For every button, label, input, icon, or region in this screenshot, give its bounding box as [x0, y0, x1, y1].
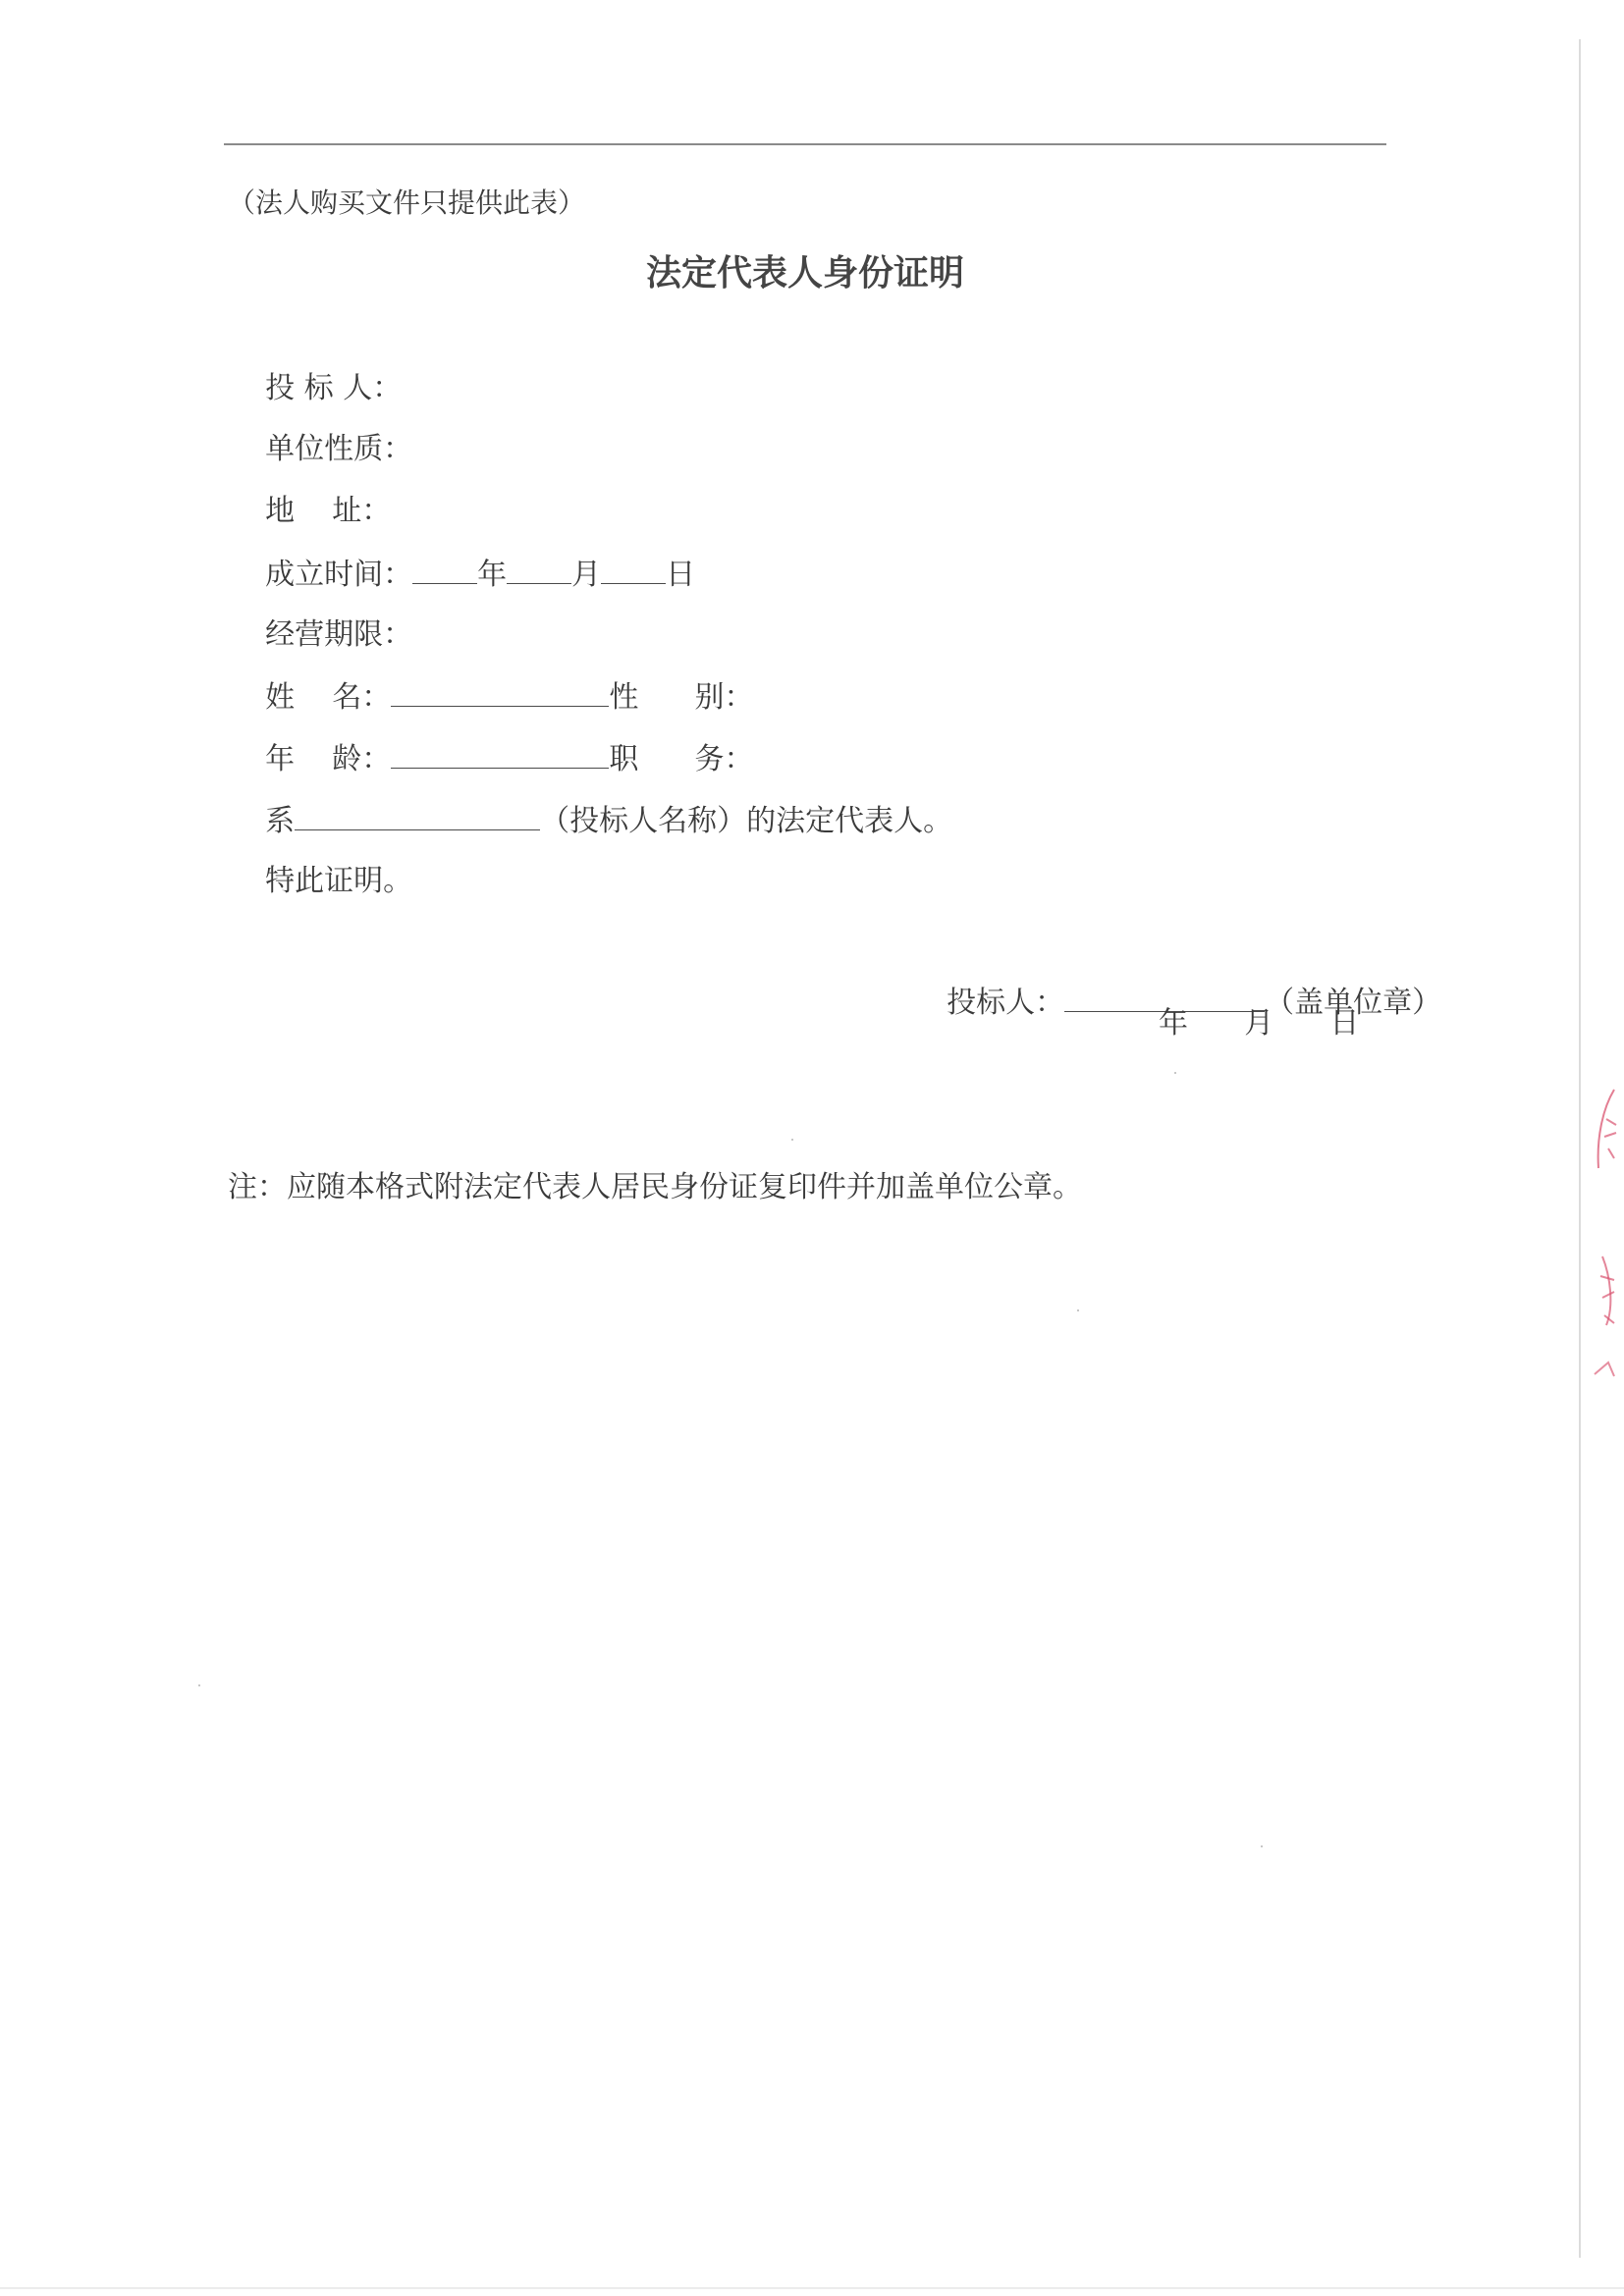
certify-line	[228, 823, 412, 940]
scan-speck	[791, 1139, 793, 1141]
legal-rep-prefix: 系	[265, 804, 296, 838]
field-address-label: 地 址：	[265, 494, 392, 528]
certify-text: 特此证明。	[265, 864, 413, 898]
field-gender-label: 性 别：	[609, 680, 754, 715]
field-business-term-label: 经营期限：	[265, 617, 413, 652]
footnote: 注：应随本格式附法定代表人居民身份证复印件并加盖单位公章。	[228, 1170, 1082, 1204]
page-title: 法定代表人身份证明	[645, 253, 964, 294]
signature-date: 年 月 日	[1159, 1006, 1360, 1041]
scan-speck	[198, 1684, 200, 1686]
page-edge-bottom	[0, 2287, 1624, 2289]
seal-stamp-fragment	[1585, 1080, 1624, 1394]
field-unit-nature-label: 单位性质：	[265, 432, 413, 466]
field-position-label: 职 务：	[609, 742, 754, 776]
scan-speck	[1174, 1072, 1176, 1074]
seal-note: （盖单位章）	[1265, 986, 1442, 1020]
month-blank	[507, 554, 571, 584]
year-label: 年	[477, 558, 508, 592]
legal-rep-suffix: （投标人名称）的法定代表人。	[540, 804, 953, 838]
month-label: 月	[571, 558, 602, 592]
field-name-label: 姓 名：	[265, 680, 392, 715]
purchase-note: （法人购买文件只提供此表）	[228, 187, 586, 219]
year-blank	[412, 554, 477, 584]
scan-speck	[1261, 1845, 1263, 1847]
signature-bidder-label: 投标人：	[947, 986, 1065, 1020]
field-established-label: 成立时间：	[265, 558, 413, 592]
day-label: 日	[666, 558, 696, 592]
day-blank	[601, 554, 666, 584]
field-bidder-label: 投 标 人：	[265, 371, 403, 405]
scan-speck	[1077, 1309, 1079, 1311]
signature-line	[909, 942, 1441, 1062]
header-rule	[224, 143, 1386, 145]
page-edge-right	[1579, 39, 1581, 2258]
field-age-label: 年 龄：	[265, 742, 392, 776]
